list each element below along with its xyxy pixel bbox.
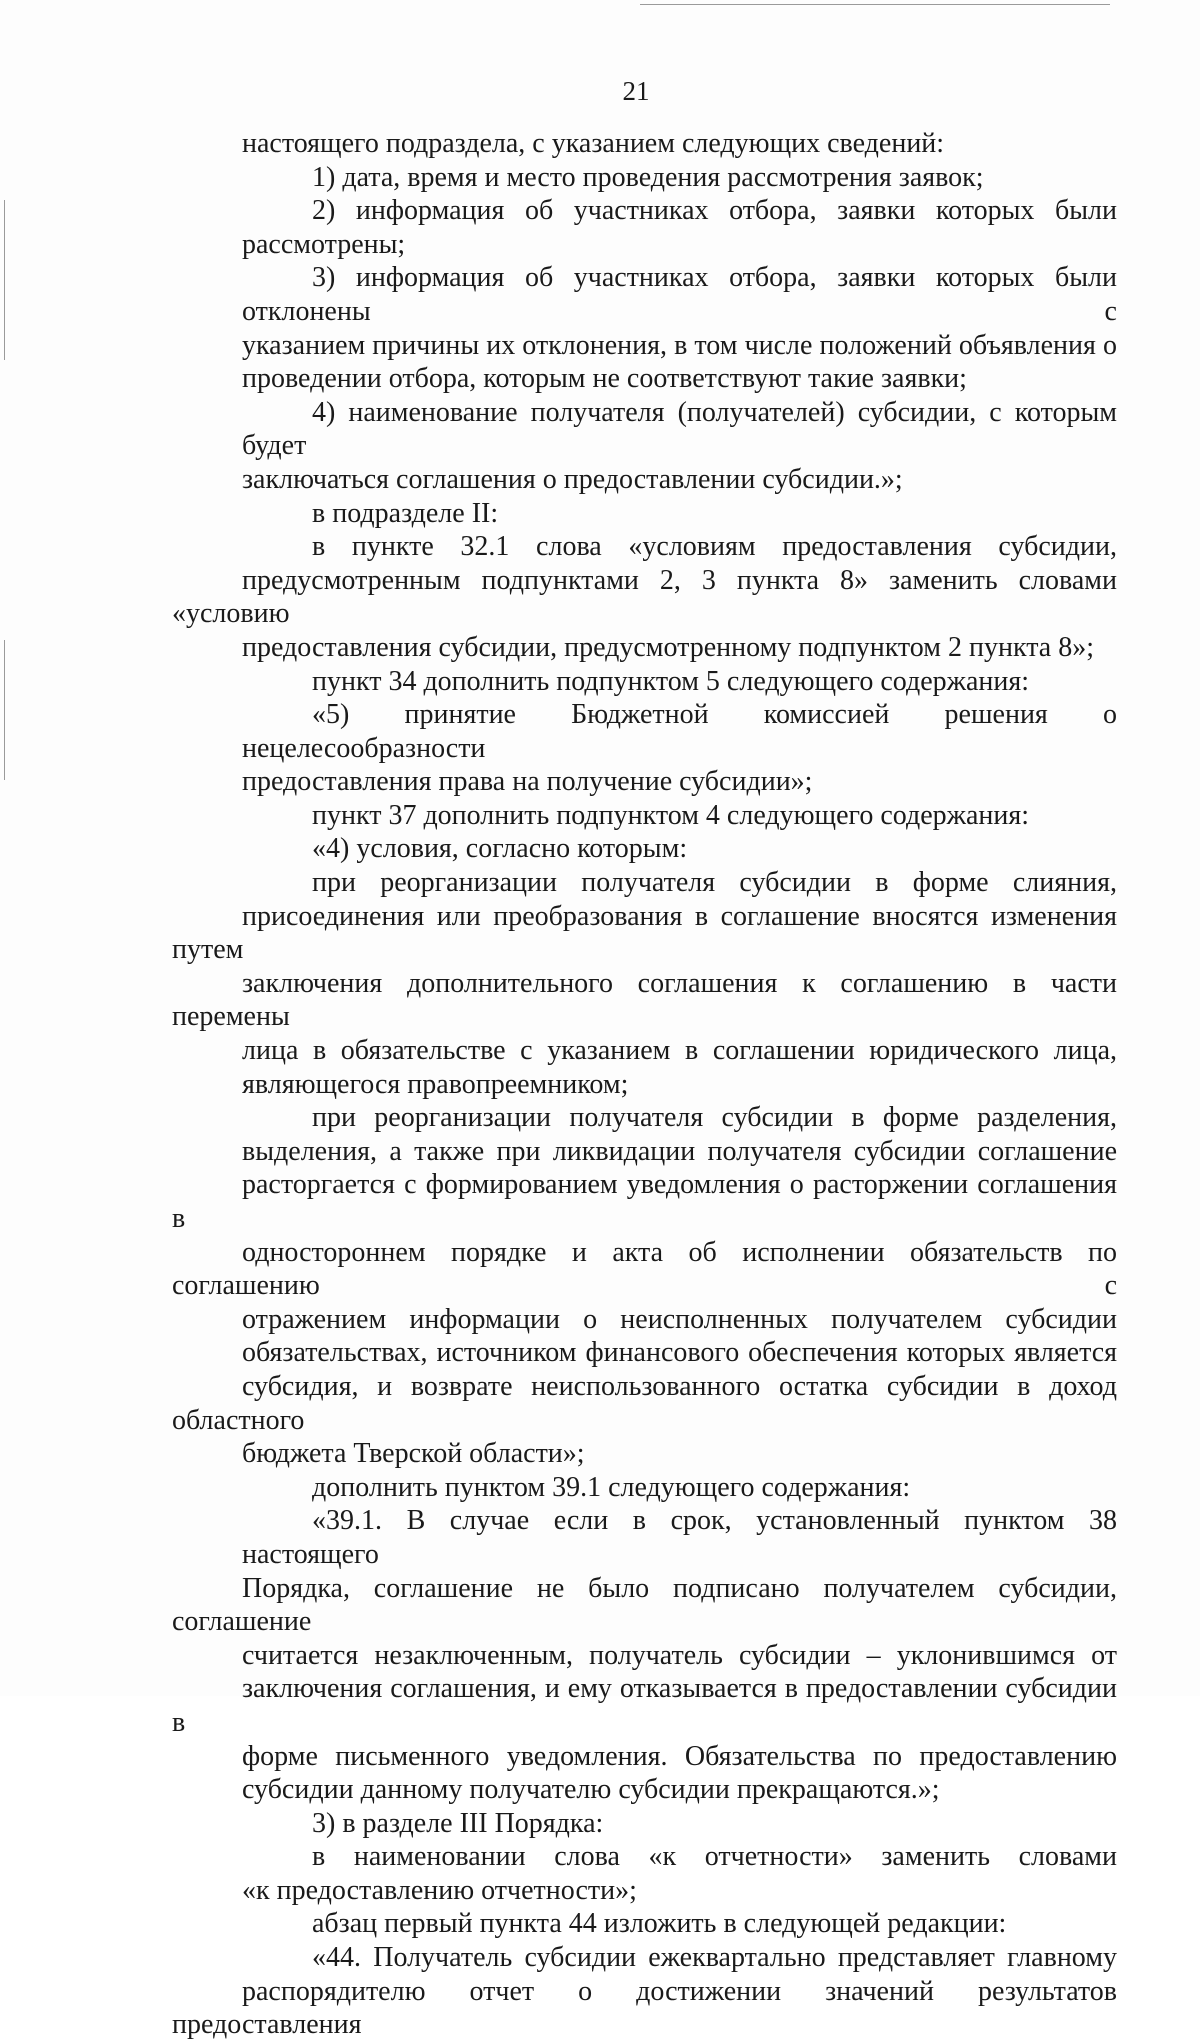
paragraph: [172, 194, 1117, 261]
text-line: «5) принятие Бюджетной комиссией решения о нецелесообразности: [242, 699, 1117, 764]
text-line: абзац первый пункта 44 изложить в следующей редакции:: [312, 1908, 1007, 1940]
text-line: выделения, а также при ликвидации получателя субсидии соглашение: [242, 1135, 1117, 1167]
text-line: предоставления субсидии, предусмотренному подпунктом 2 пункта 8»;: [242, 631, 1094, 663]
paragraph: [172, 866, 1117, 1101]
paragraph: [172, 497, 1117, 531]
text-line: 3) в разделе III Порядка:: [312, 1807, 604, 1839]
text-line: «4) условия, согласно которым:: [312, 833, 688, 865]
scan-edge-mark: [4, 640, 5, 780]
text-line: предусмотренным подпунктами 2, 3 пункта 8» заменить словами «условию: [172, 564, 1117, 630]
text-line: предоставления права на получение субсидии»;: [242, 766, 813, 798]
text-line: отражением информации о неисполненных получателем субсидии: [242, 1303, 1117, 1335]
text-line: «39.1. В случае если в срок, установленный пунктом 38 настоящего: [242, 1505, 1117, 1570]
text-line: рассмотрены;: [242, 228, 406, 260]
text-line: «44. Получатель субсидии ежеквартально представляет главному: [312, 1942, 1117, 1974]
text-line: в подразделе II:: [312, 497, 499, 529]
text-line: заключения дополнительного соглашения к соглашению в части перемены: [172, 967, 1117, 1033]
paragraph: [172, 1907, 1117, 1941]
paragraph: [172, 799, 1117, 833]
text-line: одностороннем порядке и акта об исполнении обязательств по соглашению с: [172, 1236, 1117, 1302]
text-line: 1) дата, время и место проведения рассмотрения заявок;: [312, 161, 984, 193]
text-line: при реорганизации получателя субсидии в форме разделения,: [312, 1102, 1117, 1134]
paragraph: [172, 1504, 1117, 1806]
paragraph: [172, 261, 1117, 395]
text-line: 2) информация об участниках отбора, заявки которых были: [312, 195, 1117, 227]
paragraph: [172, 161, 1117, 195]
text-line: в пункте 32.1 слова «условиям предоставления субсидии,: [312, 531, 1117, 563]
text-line: пункт 34 дополнить подпунктом 5 следующего содержания:: [312, 665, 1030, 697]
paragraph: [172, 396, 1117, 497]
text-line: обязательствах, источником финансового обеспечения которых является: [242, 1337, 1117, 1369]
paragraph: [172, 1101, 1117, 1471]
paragraph: [172, 1840, 1117, 1907]
paragraph: [172, 665, 1117, 699]
document-body: [172, 127, 1117, 2042]
text-line: указанием причины их отклонения, в том числе положений объявления о: [242, 329, 1117, 361]
text-line: являющегося правопреемником;: [242, 1068, 629, 1100]
paragraph: [172, 530, 1117, 664]
paragraph: [172, 1471, 1117, 1505]
text-line: при реорганизации получателя субсидии в форме слияния,: [312, 867, 1117, 899]
text-line: пункт 37 дополнить подпунктом 4 следующего содержания:: [312, 799, 1030, 831]
text-line: заключения соглашения, и ему отказывается в предоставлении субсидии в: [172, 1673, 1117, 1738]
text-line: расторгается с формированием уведомления о расторжении соглашения в: [172, 1169, 1117, 1234]
text-line: форме письменного уведомления. Обязательства по предоставлению: [242, 1740, 1117, 1772]
text-line: Порядка, соглашение не было подписано получателем субсидии, соглашение: [172, 1572, 1117, 1638]
text-line: бюджета Тверской области»;: [242, 1438, 585, 1470]
paragraph: [172, 127, 1117, 161]
text-line: заключаться соглашения о предоставлении субсидии.»;: [242, 463, 903, 495]
paragraph: [172, 832, 1117, 866]
text-line: считается незаключенным, получатель субсидии – уклонившимся от: [242, 1639, 1117, 1671]
scan-edge-mark: [4, 200, 5, 360]
text-line: «к предоставлению отчетности»;: [242, 1874, 637, 1906]
text-line: распорядителю отчет о достижении значений результатов предоставления: [172, 1975, 1117, 2041]
text-line: лица в обязательстве с указанием в соглашении юридического лица,: [242, 1035, 1117, 1067]
text-line: субсидии данному получателю субсидии прекращаются.»;: [242, 1774, 940, 1806]
paragraph: [172, 1807, 1117, 1841]
scan-edge-mark: [640, 4, 1110, 5]
text-line: субсидия, и возврате неиспользованного остатка субсидии в доход областного: [172, 1370, 1117, 1436]
text-line: дополнить пунктом 39.1 следующего содержания:: [312, 1471, 911, 1503]
text-line: проведении отбора, которым не соответствуют такие заявки;: [242, 363, 967, 395]
text-line: 3) информация об участниках отбора, заявки которых были отклонены с: [242, 262, 1117, 327]
paragraph: [172, 698, 1117, 799]
paragraph: [172, 1941, 1117, 2042]
text-line: 4) наименование получателя (получателей) субсидии, с которым будет: [242, 396, 1117, 462]
page-number: 21: [622, 76, 650, 106]
text-line: присоединения или преобразования в соглашение вносятся изменения путем: [172, 900, 1117, 966]
text-line: в наименовании слова «к отчетности» заменить словами: [312, 1841, 1117, 1873]
text-line: настоящего подраздела, с указанием следующих сведений:: [242, 128, 945, 159]
